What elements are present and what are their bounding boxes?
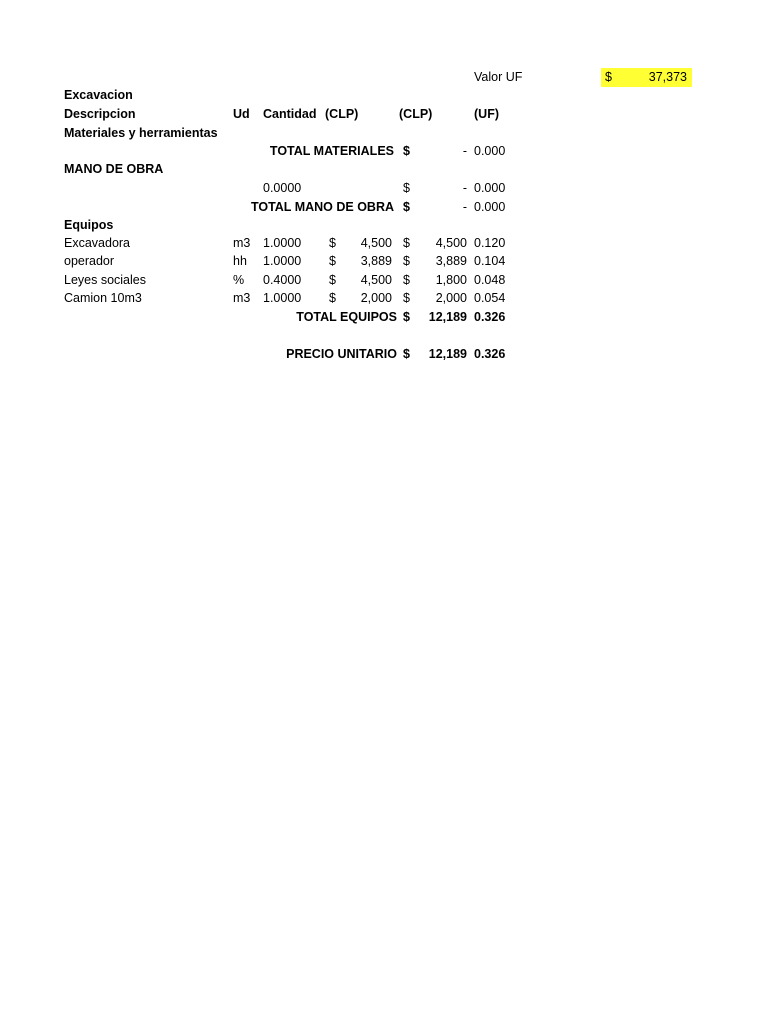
mano-de-obra-currency: $ bbox=[403, 181, 410, 195]
row-ud: m3 bbox=[233, 291, 251, 305]
total-materiales-currency: $ bbox=[403, 144, 410, 158]
row-currency-unit: $ bbox=[329, 236, 336, 250]
valor-uf-value[interactable]: 37,373 bbox=[648, 70, 687, 84]
mano-de-obra-cantidad: 0.0000 bbox=[263, 181, 302, 195]
row-total: 2,000 bbox=[435, 291, 467, 305]
row-descripcion: operador bbox=[64, 254, 115, 268]
total-materiales-label: TOTAL MATERIALES bbox=[269, 144, 394, 158]
row-cantidad: 1.0000 bbox=[263, 236, 302, 250]
col-uf: (UF) bbox=[474, 107, 499, 121]
col-clp-unit: (CLP) bbox=[325, 107, 359, 121]
total-mano-de-obra-clp: - bbox=[462, 200, 467, 214]
row-precio: 2,000 bbox=[360, 291, 392, 305]
row-currency-unit: $ bbox=[329, 273, 336, 287]
section-materiales: Materiales y herramientas bbox=[64, 126, 218, 140]
row-precio: 4,500 bbox=[360, 273, 392, 287]
row-cantidad: 0.4000 bbox=[263, 273, 302, 287]
mano-de-obra-clp: - bbox=[462, 181, 467, 195]
row-ud: hh bbox=[233, 254, 247, 268]
sheet-title: Excavacion bbox=[64, 88, 133, 102]
row-descripcion: Excavadora bbox=[64, 236, 131, 250]
valor-uf-label: Valor UF bbox=[474, 70, 523, 84]
row-currency-total: $ bbox=[403, 236, 410, 250]
row-currency-unit: $ bbox=[329, 254, 336, 268]
row-ud: % bbox=[233, 273, 245, 287]
row-total: 1,800 bbox=[435, 273, 467, 287]
total-mano-de-obra-uf: 0.000 bbox=[474, 200, 506, 214]
row-cantidad: 1.0000 bbox=[263, 254, 302, 268]
total-equipos-uf: 0.326 bbox=[474, 310, 506, 324]
row-currency-total: $ bbox=[403, 254, 410, 268]
precio-unitario-uf: 0.326 bbox=[474, 347, 506, 361]
valor-uf-currency: $ bbox=[605, 70, 612, 84]
row-cantidad: 1.0000 bbox=[263, 291, 302, 305]
total-materiales-clp: - bbox=[462, 144, 467, 158]
row-currency-total: $ bbox=[403, 291, 410, 305]
col-descripcion: Descripcion bbox=[64, 107, 136, 121]
row-precio: 3,889 bbox=[360, 254, 392, 268]
row-uf: 0.120 bbox=[474, 236, 506, 250]
precio-unitario-label: PRECIO UNITARIO bbox=[286, 347, 397, 361]
section-equipos: Equipos bbox=[64, 218, 114, 232]
col-clp-total: (CLP) bbox=[399, 107, 433, 121]
section-mano-de-obra: MANO DE OBRA bbox=[64, 162, 164, 176]
row-currency-total: $ bbox=[403, 273, 410, 287]
mano-de-obra-uf: 0.000 bbox=[474, 181, 506, 195]
precio-unitario-currency: $ bbox=[403, 347, 410, 361]
total-equipos-currency: $ bbox=[403, 310, 410, 324]
total-mano-de-obra-currency: $ bbox=[403, 200, 410, 214]
row-uf: 0.048 bbox=[474, 273, 506, 287]
row-total: 4,500 bbox=[435, 236, 467, 250]
total-materiales-uf: 0.000 bbox=[474, 144, 506, 158]
row-total: 3,889 bbox=[435, 254, 467, 268]
row-precio: 4,500 bbox=[360, 236, 392, 250]
total-equipos-label: TOTAL EQUIPOS bbox=[296, 310, 397, 324]
row-currency-unit: $ bbox=[329, 291, 336, 305]
total-mano-de-obra-label: TOTAL MANO DE OBRA bbox=[250, 200, 394, 214]
col-ud: Ud bbox=[233, 107, 250, 121]
total-equipos-clp: 12,189 bbox=[428, 310, 467, 324]
precio-unitario-clp: 12,189 bbox=[428, 347, 467, 361]
row-uf: 0.054 bbox=[474, 291, 506, 305]
row-descripcion: Camion 10m3 bbox=[64, 291, 142, 305]
row-uf: 0.104 bbox=[474, 254, 506, 268]
col-cantidad: Cantidad bbox=[263, 107, 317, 121]
row-ud: m3 bbox=[233, 236, 251, 250]
row-descripcion: Leyes sociales bbox=[64, 273, 146, 287]
